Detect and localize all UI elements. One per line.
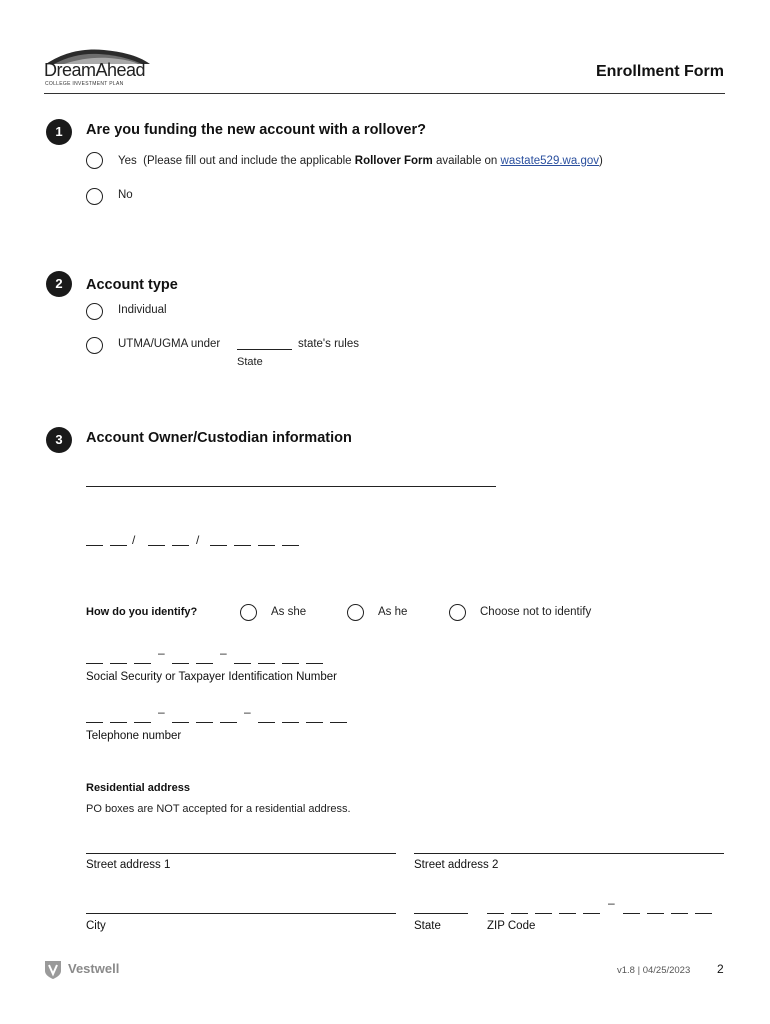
date-of-birth-field[interactable]: / / bbox=[86, 533, 306, 549]
account-individual-label: Individual bbox=[118, 304, 167, 316]
ssn-field[interactable]: – – bbox=[86, 646, 336, 666]
state-field[interactable] bbox=[414, 913, 468, 914]
section-2-title: Account type bbox=[86, 277, 178, 293]
section-1-number: 1 bbox=[46, 119, 72, 145]
account-utma-label: UTMA/UGMA under bbox=[118, 338, 221, 350]
page-number: 2 bbox=[717, 962, 724, 976]
logo-wordmark: DreamAhead bbox=[44, 60, 146, 80]
version-date: v1.8 | 04/25/2023 bbox=[617, 965, 691, 976]
residential-heading: Residential address bbox=[86, 782, 190, 794]
ssn-label: Social Security or Taxpayer Identification Number bbox=[86, 671, 337, 683]
utma-state-caption: State bbox=[237, 356, 263, 368]
state-label: State bbox=[414, 920, 441, 932]
identify-he-label: As he bbox=[378, 606, 408, 618]
street-address-2-field[interactable] bbox=[414, 853, 724, 854]
street-address-2-label: Street address 2 bbox=[414, 859, 499, 871]
identify-she-radio[interactable] bbox=[240, 604, 257, 621]
vestwell-logo bbox=[44, 960, 120, 985]
identify-she-label: As she bbox=[271, 606, 307, 618]
wastate529-link[interactable]: wastate529.wa.gov bbox=[500, 155, 599, 167]
identify-none-radio[interactable] bbox=[449, 604, 466, 621]
section-3-number: 3 bbox=[46, 427, 72, 453]
identify-none-label: Choose not to identify bbox=[480, 606, 592, 618]
vestwell-shield-icon bbox=[44, 960, 62, 980]
rollover-note-mid: available on bbox=[432, 155, 501, 167]
rollover-form-name: Rollover Form bbox=[354, 155, 433, 167]
telephone-label: Telephone number bbox=[86, 730, 182, 742]
identify-he-radio[interactable] bbox=[347, 604, 364, 621]
header-divider bbox=[44, 93, 725, 94]
form-title: Enrollment Form bbox=[595, 63, 724, 80]
identify-question: How do you identify? bbox=[86, 606, 198, 618]
rollover-yes-label: Yes bbox=[118, 155, 137, 167]
zip-code-field[interactable]: – bbox=[487, 896, 717, 916]
rollover-no-label: No bbox=[118, 189, 133, 201]
utma-rules-label: state's rules bbox=[298, 338, 359, 350]
vestwell-wordmark: Vestwell bbox=[68, 961, 120, 976]
section-3-title: Account Owner/Custodian information bbox=[86, 430, 352, 446]
owner-name-field[interactable] bbox=[86, 486, 496, 487]
dreamahead-logo bbox=[44, 46, 154, 90]
zip-code-label: ZIP Code bbox=[487, 920, 536, 932]
telephone-field[interactable]: – – bbox=[86, 705, 366, 725]
rollover-no-radio[interactable] bbox=[86, 188, 103, 205]
account-utma-radio[interactable] bbox=[86, 337, 103, 354]
rollover-yes-radio[interactable] bbox=[86, 152, 103, 169]
city-label: City bbox=[86, 920, 106, 932]
rollover-yes-option bbox=[118, 155, 603, 167]
section-1-title: Are you funding the new account with a rollover? bbox=[86, 122, 426, 138]
rollover-note-suffix: ) bbox=[598, 155, 603, 167]
residential-note: PO boxes are NOT accepted for a residential address. bbox=[86, 803, 351, 815]
logo-tagline: COLLEGE INVESTMENT PLAN bbox=[45, 81, 124, 87]
account-individual-radio[interactable] bbox=[86, 303, 103, 320]
rollover-note-prefix: (Please fill out and include the applicable bbox=[143, 155, 355, 167]
street-address-1-field[interactable] bbox=[86, 853, 396, 854]
street-address-1-label: Street address 1 bbox=[86, 859, 171, 871]
section-2-number: 2 bbox=[46, 271, 72, 297]
city-field[interactable] bbox=[86, 913, 396, 914]
utma-state-field[interactable] bbox=[237, 349, 292, 350]
